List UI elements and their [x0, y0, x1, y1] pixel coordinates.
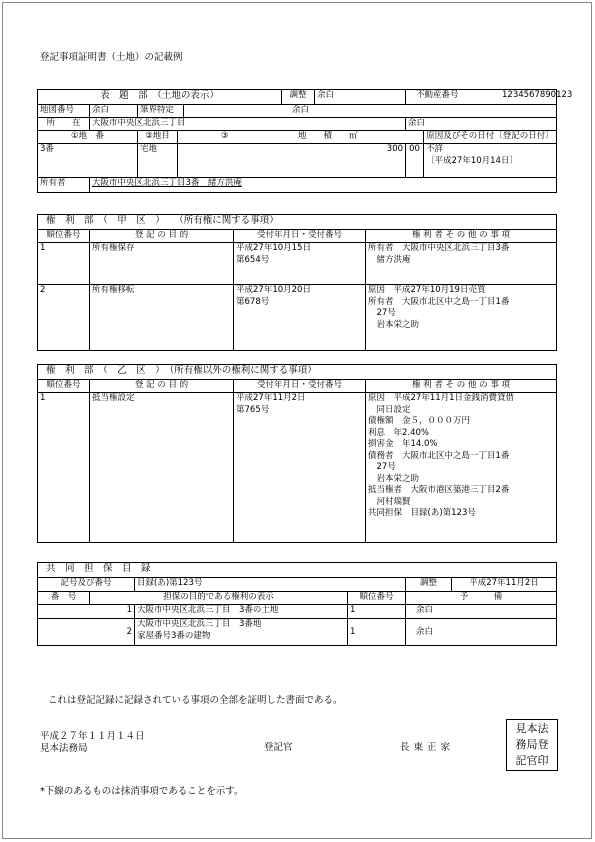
- row-area-dec: 00: [406, 144, 424, 178]
- kyodo-table: [37, 562, 557, 646]
- otsu-col-kenri: 権 利 者 そ の 他 の 事 項: [366, 380, 557, 393]
- kyodo-col-yobi: 予 備: [406, 592, 557, 605]
- otsu-line: 共同担保 目録(あ)第123号: [368, 508, 476, 518]
- kigo-value: 目録(あ)第123号: [135, 578, 406, 592]
- row-genin-line1: 不詳: [426, 144, 444, 154]
- shozai-label: 所 在: [38, 118, 90, 131]
- otsu-line: 債権額 金５，０００万円: [368, 416, 471, 426]
- kou-row2-number: 第678号: [236, 296, 270, 307]
- otsu-row-uketsuke: [234, 393, 366, 543]
- registrar-label: 登記官: [264, 742, 293, 753]
- owner-label: 所有者: [38, 178, 90, 193]
- fudosan-value: 1234567890123: [502, 90, 573, 100]
- kyodo-row1-yobi: 余白: [406, 605, 557, 619]
- kyodo-row2-line: 大阪市中央区北浜三丁目 3番地: [137, 619, 262, 629]
- kyodo-row2-no: 2: [38, 619, 135, 646]
- otsu-col-jun: 順位番号: [38, 380, 90, 393]
- otsu-row-date: 平成27年11月2日: [236, 393, 306, 403]
- kou-row1-number: 第654号: [236, 254, 270, 265]
- kou-row2-jun: 2: [38, 285, 90, 351]
- kyodo-row1-kenri: 大阪市中央区北浜三丁目 3番の土地: [135, 605, 348, 619]
- otsu-line: 損害金 年14.0%: [368, 439, 438, 449]
- kyodo-row2-kenri: [135, 619, 348, 646]
- kou-col-kenri: 権 利 者 そ の 他 の 事 項: [366, 230, 557, 243]
- otsu-table: [37, 364, 557, 543]
- shozai-value: 大阪市中央区北浜三丁目: [90, 118, 406, 131]
- hyodai-table: [37, 89, 573, 193]
- table-row: [38, 393, 557, 543]
- kigo-label: 記号及び番号: [38, 578, 135, 592]
- kou-col-uketsuke: 受付年月日・受付番号: [234, 230, 366, 243]
- kou-row1-line: 所有者 大阪市中央区北浜三丁目3番: [368, 243, 510, 253]
- otsu-line: 岩本栄之助: [368, 473, 420, 484]
- footnote: *下線のあるものは抹消事項であることを示す。: [40, 786, 244, 797]
- kou-row2-uketsuke: [234, 285, 366, 351]
- seal-line: 務局登: [515, 738, 549, 751]
- kou-title: 権 利 部 （ 甲 区 ） （所有権に関する事項）: [38, 215, 557, 230]
- col-genin: 原因及びその日付〔登記の日付〕: [424, 131, 557, 144]
- issue-date: 平成２７年１１月１４日: [40, 731, 145, 742]
- official-seal: [506, 719, 558, 771]
- kou-row1-mokuteki: 所有権保存: [90, 243, 234, 285]
- row-genin-line2: 〔平成27年10月14日〕: [426, 155, 518, 166]
- table-row: [38, 605, 557, 619]
- table-row: [38, 243, 557, 285]
- otsu-row-jun: 1: [38, 393, 90, 543]
- otsu-col-mokuteki: 登 記 の 目 的: [90, 380, 234, 393]
- col-chiban: ①地 番: [38, 131, 138, 144]
- hikkai-label: 筆界特定: [138, 105, 184, 118]
- otsu-row-number: 第765号: [236, 404, 270, 415]
- kyodo-row1-no: 1: [38, 605, 135, 619]
- kou-row2-line: 原因 平成27年10月19日売買: [368, 285, 486, 295]
- shozai-note: 余白: [406, 118, 557, 131]
- table-row: [38, 619, 557, 646]
- owner-value-cell: [90, 178, 557, 193]
- kou-col-jun: 順位番号: [38, 230, 90, 243]
- otsu-row-mokuteki: 抵当権設定: [90, 393, 234, 543]
- certification-text: これは登記記録に記録されている事項の全部を証明した書面である。: [48, 695, 343, 706]
- table-row: [38, 285, 557, 351]
- hyodai-chosei-label: 調整: [282, 90, 315, 105]
- chizu-value: 余白: [90, 105, 138, 118]
- otsu-line: 抵当権者 大阪市港区築港三丁目2番: [368, 485, 510, 495]
- kou-row1-line: 緒方洪庵: [368, 254, 411, 265]
- kou-row2-line: 27号: [368, 308, 396, 318]
- otsu-line: 同日設定: [368, 404, 411, 415]
- kyodo-col-bango: 番 号: [38, 592, 90, 605]
- seal-line: 見本法: [515, 722, 549, 735]
- kyodo-row2-jun: 1: [348, 619, 406, 646]
- issue-office: 見本法務局: [40, 743, 88, 754]
- otsu-row-kenri: [366, 393, 557, 543]
- kyodo-col-kenri: 担保の目的である権利の表示: [90, 592, 348, 605]
- issue-info: [40, 731, 145, 755]
- otsu-line: 27号: [368, 462, 396, 472]
- kyodo-chosei-value: 平成27年11月2日: [452, 578, 557, 592]
- kou-row2-kenri: [366, 285, 557, 351]
- row-chiban: 3番: [38, 144, 138, 178]
- kyodo-col-jun: 順位番号: [348, 592, 406, 605]
- fudosan-number: [406, 90, 573, 105]
- kyodo-row2-yobi: 余白: [406, 619, 557, 646]
- kou-col-mokuteki: 登 記 の 目 的: [90, 230, 234, 243]
- chizu-label: 地図番号: [38, 105, 90, 118]
- hikkai-value: 余白: [184, 105, 557, 118]
- kou-row1-jun: 1: [38, 243, 90, 285]
- otsu-line: 利息 年2.40%: [368, 427, 430, 438]
- fudosan-label: 不動産番号: [416, 90, 459, 100]
- kyodo-row2-line: 家屋番号3番の建物: [137, 630, 211, 641]
- kou-row2-line: 岩本栄之助: [368, 319, 420, 330]
- kou-table: [37, 214, 557, 351]
- kou-row1-date: 平成27年10月15日: [236, 243, 311, 253]
- row-genin: [424, 144, 557, 178]
- row-chimoku: 宅地: [138, 144, 178, 178]
- kou-row2-date: 平成27年10月20日: [236, 285, 311, 295]
- col-chiseki: 地 積 ㎡: [233, 131, 424, 144]
- otsu-col-uketsuke: 受付年月日・受付番号: [234, 380, 366, 393]
- kou-row2-line: 所有者 大阪市北区中之島一丁目1番: [368, 296, 510, 307]
- officer-name: 長東正家: [400, 742, 455, 753]
- seal-line: 記官印: [515, 754, 549, 767]
- otsu-line: 河村瑞賢: [368, 496, 411, 507]
- kou-row1-kenri: [366, 243, 557, 285]
- kyodo-chosei-label: 調整: [406, 578, 452, 592]
- row-area-int: 300: [178, 144, 406, 178]
- otsu-line: 原因 平成27年11月1日金銭消費貸借: [368, 393, 515, 403]
- kou-row1-uketsuke: [234, 243, 366, 285]
- kyodo-title: 共 同 担 保 目 録: [38, 563, 557, 578]
- hyodai-title: 表 題 部 （土地の表示）: [38, 90, 282, 105]
- otsu-title: 権 利 部 （ 乙 区 ） （所有権以外の権利に関する事項）: [38, 365, 557, 380]
- hyodai-chosei-value: 余白: [315, 90, 406, 105]
- document-title: 登記事項証明書（土地）の記載例: [40, 52, 183, 63]
- col-chimoku: ②地目: [138, 131, 178, 144]
- owner-value: 大阪市中央区北浜三丁目3番 緒方洪庵: [92, 178, 242, 188]
- kyodo-row1-jun: 1: [348, 605, 406, 619]
- kou-row2-mokuteki: 所有権移転: [90, 285, 234, 351]
- col-chiseki-num: ③: [178, 131, 233, 144]
- otsu-line: 債務者 大阪市北区中之島一丁目1番: [368, 450, 510, 461]
